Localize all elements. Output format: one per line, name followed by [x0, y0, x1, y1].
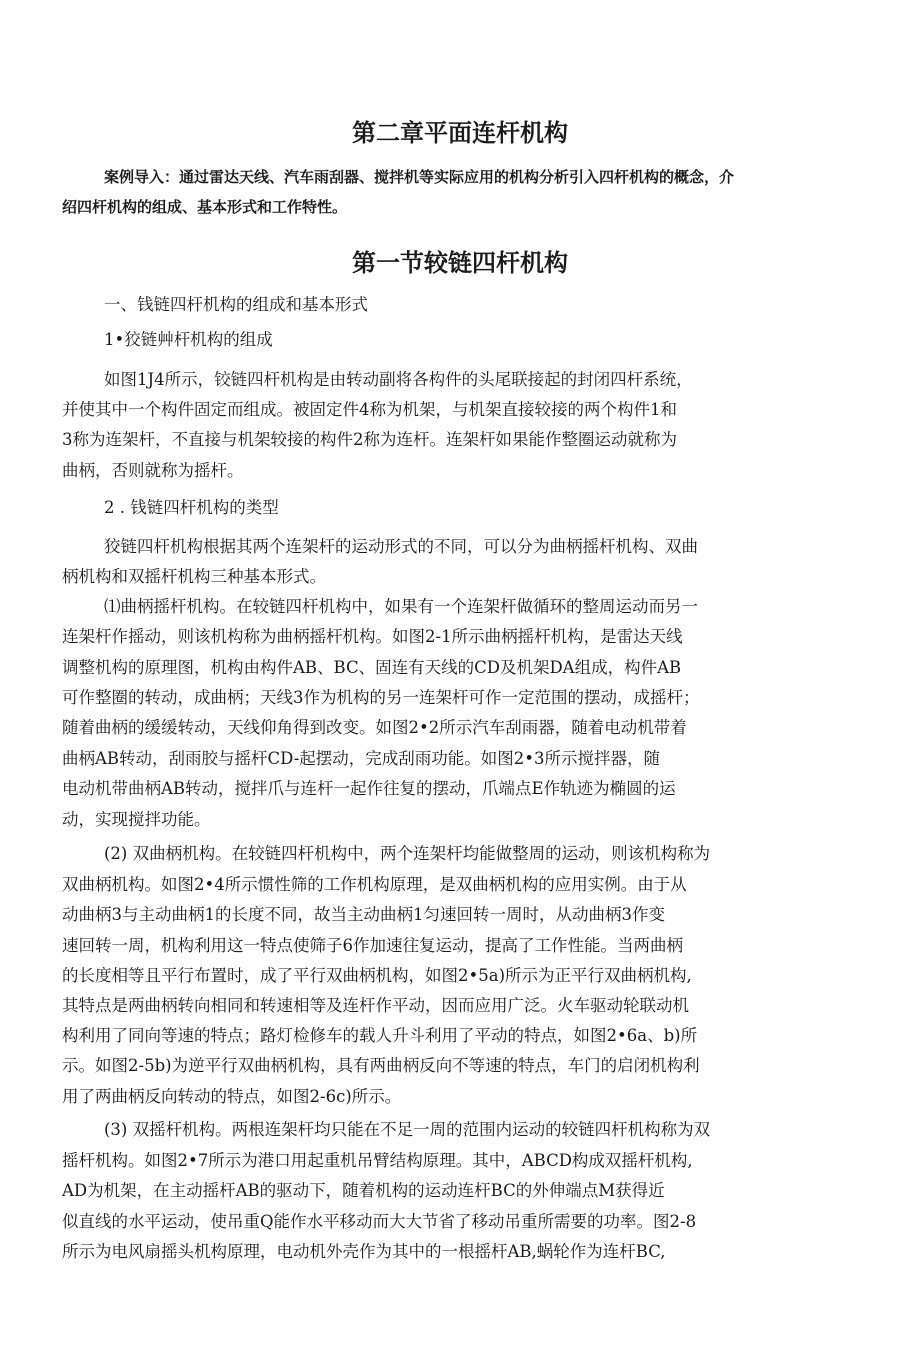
section-title: 第一节较链四杆机构	[352, 249, 568, 277]
para-line: 连架杆作摇动，则该机构称为曲柄摇杆机构。如图2-1所示曲柄摇杆机构，是雷达天线	[62, 627, 683, 646]
intro-line-1: 案例导入：通过雷达天线、汽车雨刮器、搅拌机等实际应用的机构分析引入四杆机构的概念，介	[104, 168, 735, 186]
para-line: 速回转一周，机构利用这一特点使筛子6作加速往复运动，提高了工作性能。当两曲柄	[62, 936, 683, 955]
para-line: 柄机构和双摇杆机构三种基本形式。	[62, 567, 326, 586]
heading-composition: 一、钱链四杆机构的组成和基本形式	[104, 295, 368, 314]
para-line: 其特点是两曲柄转向相同和转速相等及连杆作平动，因而应用广泛。火车驱动轮联动机	[62, 996, 689, 1015]
para-line: 电动机带曲柄AB转动，搅拌爪与连杆一起作往复的摆动，爪端点E作轨迹为椭圆的运	[62, 779, 676, 798]
intro-line-2: 绍四杆机构的组成、基本形式和工作特性。	[62, 198, 348, 216]
para-line: 示。如图2-5b)为逆平行双曲柄机构，具有两曲柄反向不等速的特点，车门的启闭机构利	[62, 1056, 700, 1075]
subheading-2: 2 . 钱链四杆机构的类型	[104, 498, 279, 517]
para-line: 并使其中一个构件固定而组成。被固定件4称为机架，与机架直接较接的两个构件1和	[62, 400, 677, 419]
para-line: 调整机构的原理图，机构由构件AB、BC、固连有天线的CD及机架DA组成，构件AB	[62, 658, 682, 677]
para-line: 所示为电风扇摇头机构原理，电动机外壳作为其中的一根摇杆AB,蜗轮作为连杆BC,	[62, 1242, 666, 1261]
para-line: 随着曲柄的缓缓转动，天线仰角得到改变。如图2•2所示汽车刮雨器，随着电动机带着	[62, 718, 687, 737]
para-line: 动，实现搅拌功能。	[62, 810, 211, 829]
para-line: 双曲柄机构。如图2•4所示惯性筛的工作机构原理，是双曲柄机构的应用实例。由于从	[62, 875, 687, 894]
para-line: 动曲柄3与主动曲柄1的长度不同，故当主动曲柄1匀速回转一周时，从动曲柄3作变	[62, 905, 665, 924]
para-line: ⑴曲柄摇杆机构。在较链四杆机构中，如果有一个连架杆做循环的整周运动而另一	[104, 597, 698, 616]
para-line: 似直线的水平运动，使吊重Q能作水平移动而大大节省了移动吊重所需要的功率。图2-8	[62, 1212, 697, 1231]
para-line: 的长度相等且平行布置时，成了平行双曲柄机构，如图2•5a)所示为正平行双曲柄机构,	[62, 966, 692, 985]
para-line: 可作整圈的转动，成曲柄；天线3作为机构的另一连架杆可作一定范围的摆动，成摇杆；	[62, 688, 700, 707]
para-line: 狡链四杆机构根据其两个连架杆的运动形式的不同，可以分为曲柄摇杆机构、双曲	[104, 537, 698, 556]
para-line: 用了两曲柄反向转动的特点，如图2-6c)所示。	[62, 1087, 402, 1106]
chapter-title: 第二章平面连杆机构	[352, 119, 568, 147]
para-line: (3) 双摇杆机构。两根连架杆均只能在不足一周的范围内运动的较链四杆机构称为双	[104, 1120, 711, 1139]
para-line: 曲柄AB转动，刮雨胶与摇杆CD-起摆动，完成刮雨功能。如图2•3所示搅拌器，随	[62, 749, 661, 768]
para-line: 如图1J4所示，铰链四杆机构是由转动副将各构件的头尾联接起的封闭四杆系统，	[104, 370, 693, 389]
intro-paragraph	[62, 162, 862, 222]
para-line: 曲柄，否则就称为摇杆。	[62, 461, 244, 480]
para-line: (2) 双曲柄机构。在较链四杆机构中，两个连架杆均能做整周的运动，则该机构称为	[104, 844, 711, 863]
para-line: 摇杆机构。如图2•7所示为港口用起重机吊臂结构原理。其中，ABCD构成双摇杆机构,	[62, 1151, 693, 1170]
para-line: 3称为连架杆，不直接与机架较接的构件2称为连杆。连架杆如果能作整圈运动就称为	[62, 430, 677, 449]
para-line: AD为机架，在主动摇杆AB的驱动下，随着机构的运动连杆BC的外伸端点M获得近	[62, 1181, 665, 1200]
para-line: 构利用了同向等速的特点；路灯检修车的载人升斗利用了平动的特点，如图2•6a、b)所	[62, 1026, 698, 1045]
subheading-1: 1•狡链艸杆机构的组成	[104, 330, 273, 349]
